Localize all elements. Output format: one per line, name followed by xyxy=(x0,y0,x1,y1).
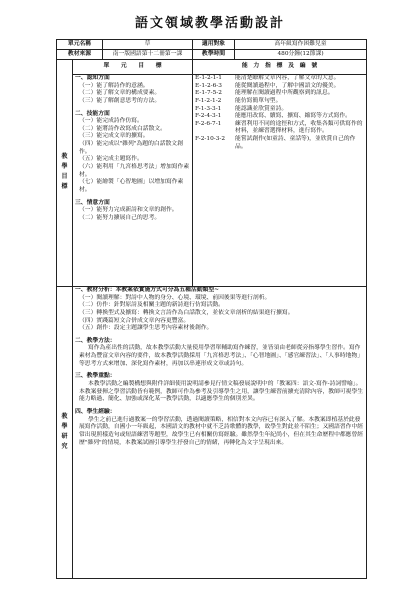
cognitive-item: （二）能了解文章的構成要素。 xyxy=(79,90,161,97)
time-value: 480分鐘(12節課) xyxy=(235,50,367,60)
ability-item xyxy=(195,136,364,151)
ability-code: F-1-3-3-1 xyxy=(195,105,222,112)
unit-goal-header: 單 元 目 標 xyxy=(73,60,193,75)
ability-item xyxy=(195,90,364,98)
teaching-goal-label: 教 學 目 標 xyxy=(57,60,73,287)
material-analysis-item: （二）仿作：針對原詩及相關主題的新詩進行仿寫活動。 xyxy=(79,302,224,309)
teaching-research-cell xyxy=(73,287,367,579)
student-experience-title: 四、學生經驗： xyxy=(75,408,116,415)
ability-text: 能應用改寫、續寫、擴寫、縮寫等方式寫作。 xyxy=(235,113,351,120)
skill-item: （三）能完成文章的擴寫。 xyxy=(79,133,149,140)
ability-code: E-1-2-1-1 xyxy=(195,75,222,81)
teaching-research-label: 教 學 研 究 xyxy=(57,287,73,579)
unit-name-value: 草 xyxy=(103,40,193,50)
material-analysis-item: （一）閱讀理解：對詩中人物的身分、心境、環境、前因後果等進行剖析。 xyxy=(79,294,271,301)
skill-item: （七）能繪製「心智地圖」以增加寫作素材。 xyxy=(79,179,184,193)
lesson-plan-table xyxy=(56,39,367,579)
ability-text: 能仿寫簡單句型。 xyxy=(235,97,282,104)
ability-code: F-1-2-1-2 xyxy=(195,97,222,104)
material-analysis-item: （三）轉換型式及擴寫：轉換文言詩作為白話散文，並依文章剖析的結果進行擴寫。 xyxy=(79,309,294,316)
teaching-method-body: 寫作為產出性的活動，故本教學活動大量使用學習單輔助寫作練習，並皆須由老師從旁指導學生習作。寫作素材為豐富文章內容的要件，故本教學活動採用「九宮格思考法」、「心智地圖」、「感官練習法」、「人事時地物」等思考方式來增加、深化寫作素材，再加以串連形成文章或詩句。 xyxy=(79,345,364,367)
skill-item: （四）能完成以"雜列"為題的白話散文創作。 xyxy=(79,141,183,155)
ability-code: E-1-2-6-3 xyxy=(195,82,222,89)
student-experience-body: 學生之前已進行過教案一的學習活動，透過閱讀策略，相信對本文內容已有深入了解。本教案即植基於此發展寫作活動，自國小一年級起，本國語文的教材中就不乏詩歌體的教學，故學生對此並不陌生；又國語習作中經常出現照樣造句或短語練習等題型，故學生已有相關仿寫經驗。雖然學生年紀尚小，但在其生命歷程中都應曾經歷"雜列"的情境，本教案試圖引導學生抒發自己的情緒，再轉化為文字呈現出來。 xyxy=(79,416,364,446)
skill-item: （五）能完成主題寫作。 xyxy=(79,156,143,163)
ability-code: F-2-4-3-1 xyxy=(195,113,222,120)
teaching-focus-body: 本教學活動之編製構想與附件詳細使用說明請參見行情文稿發展說明中的「教案四：語文-寫作-詩詞譬喻」。本教案發揮之學習活動皆有範例，教師可作為參考及引導學生之用，讓學生練習前擴充清除內容，教師可視學生能力略過、簡化、加強或深化某一教學活動，以適應學生的個別差異。 xyxy=(79,381,364,403)
ability-text: 能理解在閱讀過程中所觀察到的訊息。 xyxy=(235,90,334,97)
ability-index-header: 能 力 指 標 及 編 號 xyxy=(193,60,367,75)
material-analysis-item: （五）創作：設定主題讓學生思考內容素材後創作。 xyxy=(79,325,213,332)
ability-item xyxy=(195,75,364,83)
document-title: 語文領域教學活動設計 xyxy=(134,16,285,31)
time-label: 教學時間 xyxy=(193,50,235,60)
unit-name-label: 單元名稱 xyxy=(57,40,103,50)
cognitive-title: 一、認知方面 xyxy=(75,75,110,81)
affect-item: （一）能努力完成新詩和文章的創作。 xyxy=(79,207,178,214)
ability-item xyxy=(195,98,364,106)
teaching-focus-title: 三、教學重點： xyxy=(75,373,116,380)
cognitive-item: （三）能了解創意思考的方法。 xyxy=(79,97,161,104)
affect-item: （二）能努力擴展自己的思考。 xyxy=(79,214,161,221)
ability-text: 練習利用不同的途徑和方式，收集各類可供寫作的材料，並練習選擇材料，進行寫作。 xyxy=(235,120,363,135)
skill-item: （六）能利用「九宮格思考法」增加寫作素材。 xyxy=(79,164,190,178)
ability-item xyxy=(195,121,364,136)
ability-code: E-1-7-5-2 xyxy=(195,90,222,97)
ability-code: F-2-6-7-1 xyxy=(195,120,222,127)
ability-text: 能嘗試創作(如童詩、童話等)，並欣賞自己的作品。 xyxy=(235,136,356,150)
teaching-method-title: 二、教學方法： xyxy=(75,337,116,344)
ability-code: F-2-10-3-2 xyxy=(195,136,226,143)
ability-indicators-cell xyxy=(193,75,367,287)
source-value: 南一版國語第十二冊第一課 xyxy=(103,50,193,60)
target-label: 適用對象 xyxy=(193,40,235,50)
affect-title: 三、情意方面 xyxy=(75,199,110,206)
material-analysis-item: （四）實踐篇短文合併成文章內容更豐富。 xyxy=(79,317,190,324)
cognitive-item: （一）能了解詩作的意涵。 xyxy=(79,82,149,89)
ability-text: 能認識並欣賞童詩。 xyxy=(235,105,288,112)
ability-item xyxy=(195,113,364,121)
unit-goals-cell xyxy=(73,75,193,287)
target-value: 高年級寫作困難兒童 xyxy=(235,40,367,50)
skill-item: （一）能完成詩作仿寫。 xyxy=(79,118,143,125)
ability-text: 能從閱讀過程中，了解中國語文的優美。 xyxy=(235,82,340,89)
skill-title: 二、技能方面 xyxy=(75,110,110,117)
source-label: 教材來源 xyxy=(57,50,103,60)
material-analysis-title: 一、教材分析：本教案依實施方式可分為五種活動類型~ xyxy=(75,287,219,293)
skill-item: （二）能將詩作改寫成白話散文。 xyxy=(79,125,166,132)
ability-text: 能清楚瞭解文章內容，了解文章的大意。 xyxy=(235,75,340,81)
